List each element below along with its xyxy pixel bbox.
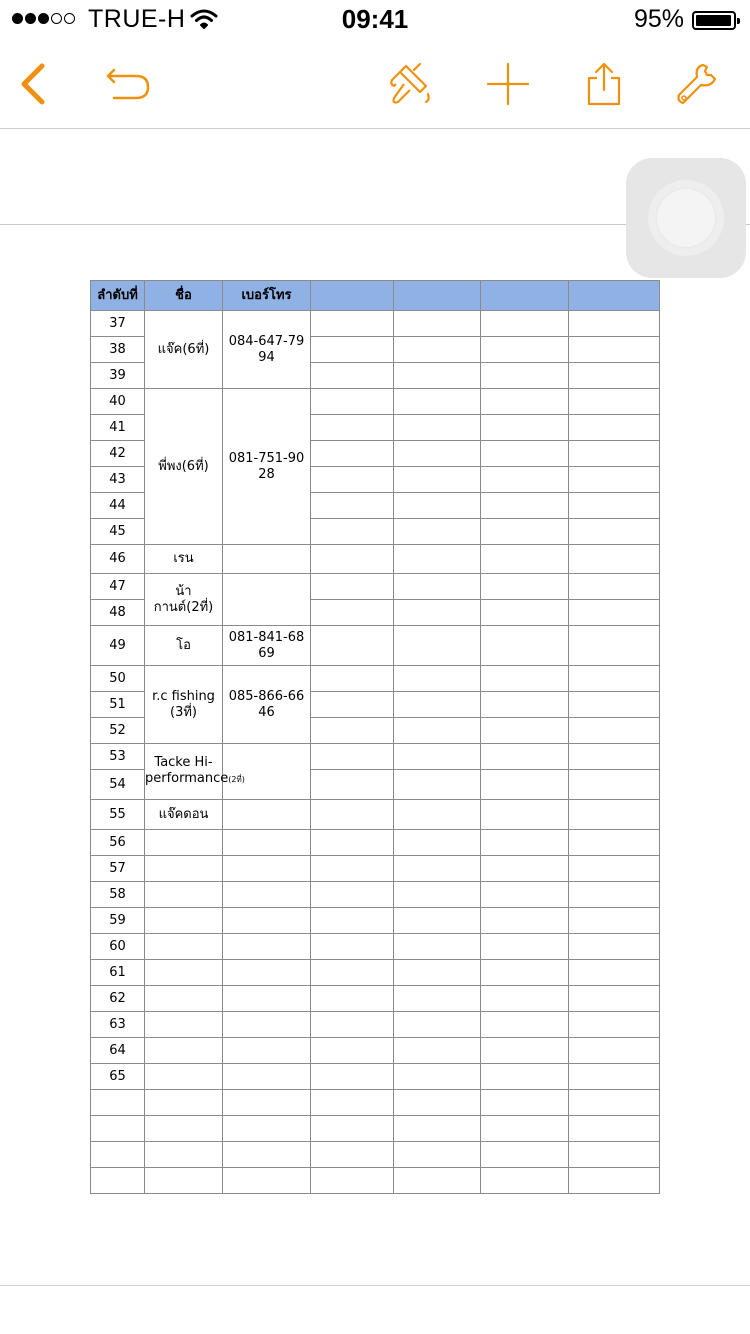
empty-cell[interactable] [569,467,660,493]
battery-percentage: 95% [633,5,684,33]
empty-cell[interactable] [311,1064,394,1090]
empty-cell[interactable] [481,626,569,666]
phone-cell[interactable] [223,1012,311,1038]
empty-cell[interactable] [569,574,660,600]
phone-cell[interactable] [223,1038,311,1064]
header-phone[interactable]: เบอร์โทร [223,281,311,311]
page-bottom-line [0,1285,750,1286]
name-cell[interactable] [145,1168,223,1194]
empty-cell[interactable] [311,574,394,600]
empty-cell[interactable] [569,1090,660,1116]
phone-cell[interactable] [223,986,311,1012]
row-number-cell[interactable]: 39 [91,363,145,389]
empty-cell[interactable] [569,519,660,545]
table-row [91,986,660,1012]
table-row [91,389,660,415]
empty-cell[interactable] [481,1090,569,1116]
row-number-cell[interactable]: 51 [91,692,145,718]
empty-cell[interactable] [311,800,394,830]
table-row [91,830,660,856]
empty-cell[interactable] [481,744,569,770]
empty-cell[interactable] [394,718,481,744]
empty-cell[interactable] [311,830,394,856]
empty-cell[interactable] [311,493,394,519]
empty-cell[interactable] [394,415,481,441]
empty-cell[interactable] [569,830,660,856]
table-row [91,882,660,908]
empty-cell[interactable] [394,519,481,545]
row-number-cell[interactable]: 47 [91,574,145,600]
empty-cell[interactable] [569,1168,660,1194]
spreadsheet-table [90,280,660,1194]
empty-cell[interactable] [311,545,394,574]
empty-cell[interactable] [311,882,394,908]
empty-cell[interactable] [569,1142,660,1168]
name-suffix: (3ที่) [170,704,197,720]
phone-cell[interactable] [223,1168,311,1194]
empty-cell[interactable] [394,1090,481,1116]
tools-button[interactable] [670,40,726,128]
row-number-cell[interactable]: 41 [91,415,145,441]
phone-cell[interactable] [223,744,311,800]
empty-cell[interactable] [394,1038,481,1064]
empty-cell[interactable] [481,908,569,934]
empty-cell[interactable] [569,666,660,692]
share-button[interactable] [576,40,632,128]
phone-cell[interactable] [223,800,311,830]
phone-cell[interactable]: 081-841-6869 [223,626,311,666]
empty-cell[interactable] [311,718,394,744]
empty-cell[interactable] [394,441,481,467]
header-empty[interactable] [394,281,481,311]
clock: 09:41 [341,4,409,34]
empty-cell[interactable] [481,1142,569,1168]
name-cell[interactable] [145,800,223,830]
empty-cell[interactable] [394,1168,481,1194]
empty-cell[interactable] [569,493,660,519]
empty-cell[interactable] [481,389,569,415]
empty-cell[interactable] [569,800,660,830]
header-empty[interactable] [311,281,394,311]
table-row [91,744,660,770]
phone-cell[interactable] [223,545,311,574]
empty-cell[interactable] [481,311,569,337]
empty-cell[interactable] [311,311,394,337]
row-number-cell[interactable]: 43 [91,467,145,493]
phone-cell[interactable] [223,882,311,908]
row-number-cell[interactable]: 50 [91,666,145,692]
empty-cell[interactable] [481,986,569,1012]
empty-cell[interactable] [311,441,394,467]
empty-cell[interactable] [311,1168,394,1194]
row-number-cell[interactable]: 56 [91,830,145,856]
row-number-cell[interactable]: 65 [91,1064,145,1090]
table-row [91,574,660,600]
phone-cell[interactable] [223,574,311,626]
empty-cell[interactable] [481,770,569,800]
empty-cell[interactable] [394,626,481,666]
empty-cell[interactable] [569,363,660,389]
empty-cell[interactable] [569,389,660,415]
empty-cell[interactable] [311,519,394,545]
table-row [91,1142,660,1168]
row-number-cell[interactable]: 58 [91,882,145,908]
empty-cell[interactable] [481,415,569,441]
name-cell[interactable] [145,1064,223,1090]
empty-cell[interactable] [569,1038,660,1064]
empty-cell[interactable] [394,770,481,800]
empty-cell[interactable] [481,666,569,692]
empty-cell[interactable] [569,692,660,718]
empty-cell[interactable] [481,800,569,830]
table-row [91,856,660,882]
empty-cell[interactable] [394,960,481,986]
header-name[interactable]: ชื่อ [145,281,223,311]
empty-cell[interactable] [311,744,394,770]
row-number-cell[interactable]: 48 [91,600,145,626]
phone-cell[interactable] [223,960,311,986]
toolbar [0,40,750,129]
name-text: โอ [176,637,191,653]
phone-cell[interactable] [223,1090,311,1116]
empty-cell[interactable] [569,908,660,934]
empty-cell[interactable] [481,1038,569,1064]
status-bar [0,0,750,40]
phone-cell[interactable]: 084-647-7994 [223,311,311,389]
empty-cell[interactable] [481,1116,569,1142]
empty-cell[interactable] [569,1064,660,1090]
row-number-cell[interactable]: 49 [91,626,145,666]
empty-cell[interactable] [394,600,481,626]
row-number-cell[interactable] [91,1116,145,1142]
empty-cell[interactable] [394,908,481,934]
empty-cell[interactable] [569,718,660,744]
empty-cell[interactable] [394,389,481,415]
plus-icon [486,62,530,106]
empty-cell[interactable] [394,1116,481,1142]
empty-cell[interactable] [569,1116,660,1142]
row-number-cell[interactable]: 52 [91,718,145,744]
empty-cell[interactable] [394,1142,481,1168]
empty-cell[interactable] [311,337,394,363]
phone-cell[interactable]: 081-751-9028 [223,389,311,545]
phone-cell[interactable] [223,934,311,960]
empty-cell[interactable] [311,908,394,934]
row-number-cell[interactable]: 40 [91,389,145,415]
empty-cell[interactable] [394,1064,481,1090]
row-number-cell[interactable]: 38 [91,337,145,363]
empty-cell[interactable] [311,960,394,986]
name-cell[interactable] [145,1012,223,1038]
name-cell[interactable] [145,882,223,908]
empty-cell[interactable] [311,770,394,800]
name-cell[interactable] [145,934,223,960]
assistive-touch-button[interactable] [626,158,746,278]
format-button[interactable] [380,40,436,128]
row-number-cell[interactable]: 44 [91,493,145,519]
empty-cell[interactable] [311,1038,394,1064]
name-cell[interactable] [145,744,245,800]
empty-cell[interactable] [569,960,660,986]
empty-cell[interactable] [311,389,394,415]
row-number-cell[interactable]: 37 [91,311,145,337]
undo-icon [104,62,152,106]
name-cell[interactable] [145,1090,223,1116]
paintbrush-icon [384,60,432,108]
empty-cell[interactable] [481,692,569,718]
empty-cell[interactable] [394,800,481,830]
empty-cell[interactable] [569,882,660,908]
header-number[interactable]: ลำดับที่ [91,281,145,311]
name-text: พี่พง(6ที่) [158,458,209,474]
row-number-cell[interactable]: 63 [91,1012,145,1038]
row-number-cell[interactable]: 62 [91,986,145,1012]
row-number-cell[interactable]: 61 [91,960,145,986]
empty-cell[interactable] [394,744,481,770]
empty-cell[interactable] [311,600,394,626]
row-number-cell[interactable]: 54 [91,770,145,800]
empty-cell[interactable] [311,856,394,882]
back-button[interactable] [8,40,58,128]
empty-cell[interactable] [481,1168,569,1194]
empty-cell[interactable] [481,574,569,600]
phone-cell[interactable] [223,830,311,856]
empty-cell[interactable] [481,545,569,574]
name-cell[interactable] [145,856,223,882]
table-row [91,666,660,692]
empty-cell[interactable] [569,1012,660,1038]
table-row [91,800,660,830]
name-text: r.c fishing [152,688,215,704]
name-text: เรน [173,551,194,566]
empty-cell[interactable] [569,545,660,574]
row-number-cell[interactable]: 57 [91,856,145,882]
add-button[interactable] [480,40,536,128]
name-cell[interactable] [145,389,223,545]
name-cell[interactable] [145,1116,223,1142]
name-text: แจ๊คดอน [158,806,209,822]
empty-cell[interactable] [481,467,569,493]
table-row [91,626,660,666]
empty-cell[interactable] [481,600,569,626]
empty-cell[interactable] [569,856,660,882]
empty-cell[interactable] [481,830,569,856]
name-cell[interactable] [145,960,223,986]
phone-cell[interactable] [223,1116,311,1142]
table-row [91,1064,660,1090]
empty-cell[interactable] [394,363,481,389]
empty-cell[interactable] [311,692,394,718]
table-row [91,311,660,337]
empty-cell[interactable] [394,934,481,960]
row-number-cell[interactable] [91,1090,145,1116]
table-body [91,311,660,1194]
empty-cell[interactable] [481,363,569,389]
name-text: Tacke Hi-performance [145,755,229,786]
phone-cell[interactable]: 085-866-6646 [223,666,311,744]
header-row [91,281,660,311]
empty-cell[interactable] [481,882,569,908]
name-cell[interactable] [145,830,223,856]
empty-cell[interactable] [481,1064,569,1090]
row-number-cell[interactable]: 64 [91,1038,145,1064]
empty-cell[interactable] [311,363,394,389]
empty-cell[interactable] [311,1116,394,1142]
row-number-cell[interactable]: 55 [91,800,145,830]
name-cell[interactable] [145,311,223,389]
name-suffix: (2ที่) [228,775,245,784]
row-number-cell[interactable] [91,1168,145,1194]
empty-cell[interactable] [311,986,394,1012]
table-row [91,908,660,934]
table-row [91,1168,660,1194]
empty-cell[interactable] [311,1012,394,1038]
empty-cell[interactable] [481,960,569,986]
empty-cell[interactable] [394,337,481,363]
phone-cell[interactable] [223,1064,311,1090]
table-row [91,545,660,574]
header-empty[interactable] [569,281,660,311]
empty-cell[interactable] [481,493,569,519]
empty-cell[interactable] [394,467,481,493]
empty-cell[interactable] [311,626,394,666]
table-row [91,934,660,960]
empty-cell[interactable] [481,718,569,744]
empty-cell[interactable] [569,986,660,1012]
share-icon [585,60,623,108]
table-row [91,1012,660,1038]
empty-cell[interactable] [481,337,569,363]
name-cell[interactable] [145,545,223,574]
row-number-cell[interactable]: 60 [91,934,145,960]
empty-cell[interactable] [394,493,481,519]
undo-button[interactable] [100,40,156,128]
empty-cell[interactable] [569,626,660,666]
empty-cell[interactable] [394,574,481,600]
table-row [91,1116,660,1142]
empty-cell[interactable] [481,519,569,545]
empty-cell[interactable] [569,311,660,337]
name-cell[interactable] [145,908,223,934]
header-empty[interactable] [481,281,569,311]
name-text: น้า กานต์(2ที่) [153,583,214,615]
empty-cell[interactable] [569,337,660,363]
empty-cell[interactable] [394,856,481,882]
empty-cell[interactable] [569,415,660,441]
empty-cell[interactable] [569,600,660,626]
name-text: แจ๊ค(6ที่) [157,341,210,357]
name-cell[interactable] [145,666,223,744]
phone-cell[interactable] [223,856,311,882]
empty-cell[interactable] [394,1012,481,1038]
empty-cell[interactable] [394,692,481,718]
empty-cell[interactable] [569,441,660,467]
empty-cell[interactable] [481,441,569,467]
empty-cell[interactable] [481,1012,569,1038]
empty-cell[interactable] [481,856,569,882]
row-number-cell[interactable]: 59 [91,908,145,934]
phone-cell[interactable] [223,1142,311,1168]
empty-cell[interactable] [311,934,394,960]
empty-cell[interactable] [311,467,394,493]
row-number-cell[interactable]: 46 [91,545,145,574]
row-number-cell[interactable]: 53 [91,744,145,770]
empty-cell[interactable] [394,882,481,908]
empty-cell[interactable] [311,1090,394,1116]
empty-cell[interactable] [394,311,481,337]
table-row [91,1090,660,1116]
empty-cell[interactable] [394,986,481,1012]
empty-cell[interactable] [311,415,394,441]
chevron-left-icon [18,62,48,106]
row-number-cell[interactable]: 42 [91,441,145,467]
name-cell[interactable] [145,986,223,1012]
empty-cell[interactable] [394,545,481,574]
table-row [91,960,660,986]
phone-cell[interactable] [223,908,311,934]
empty-cell[interactable] [394,666,481,692]
empty-cell[interactable] [311,666,394,692]
empty-cell[interactable] [569,770,660,800]
wrench-icon [675,61,721,107]
empty-cell[interactable] [311,1142,394,1168]
empty-cell[interactable] [394,830,481,856]
table-row [91,1038,660,1064]
name-cell[interactable] [145,574,223,626]
battery-icon [692,11,736,30]
name-cell[interactable] [145,1038,223,1064]
empty-cell[interactable] [569,744,660,770]
name-cell[interactable] [145,626,223,666]
row-number-cell[interactable]: 45 [91,519,145,545]
empty-cell[interactable] [569,934,660,960]
empty-cell[interactable] [481,934,569,960]
row-number-cell[interactable] [91,1142,145,1168]
name-cell[interactable] [145,1142,223,1168]
carrier-label: TRUE-H [88,5,186,33]
